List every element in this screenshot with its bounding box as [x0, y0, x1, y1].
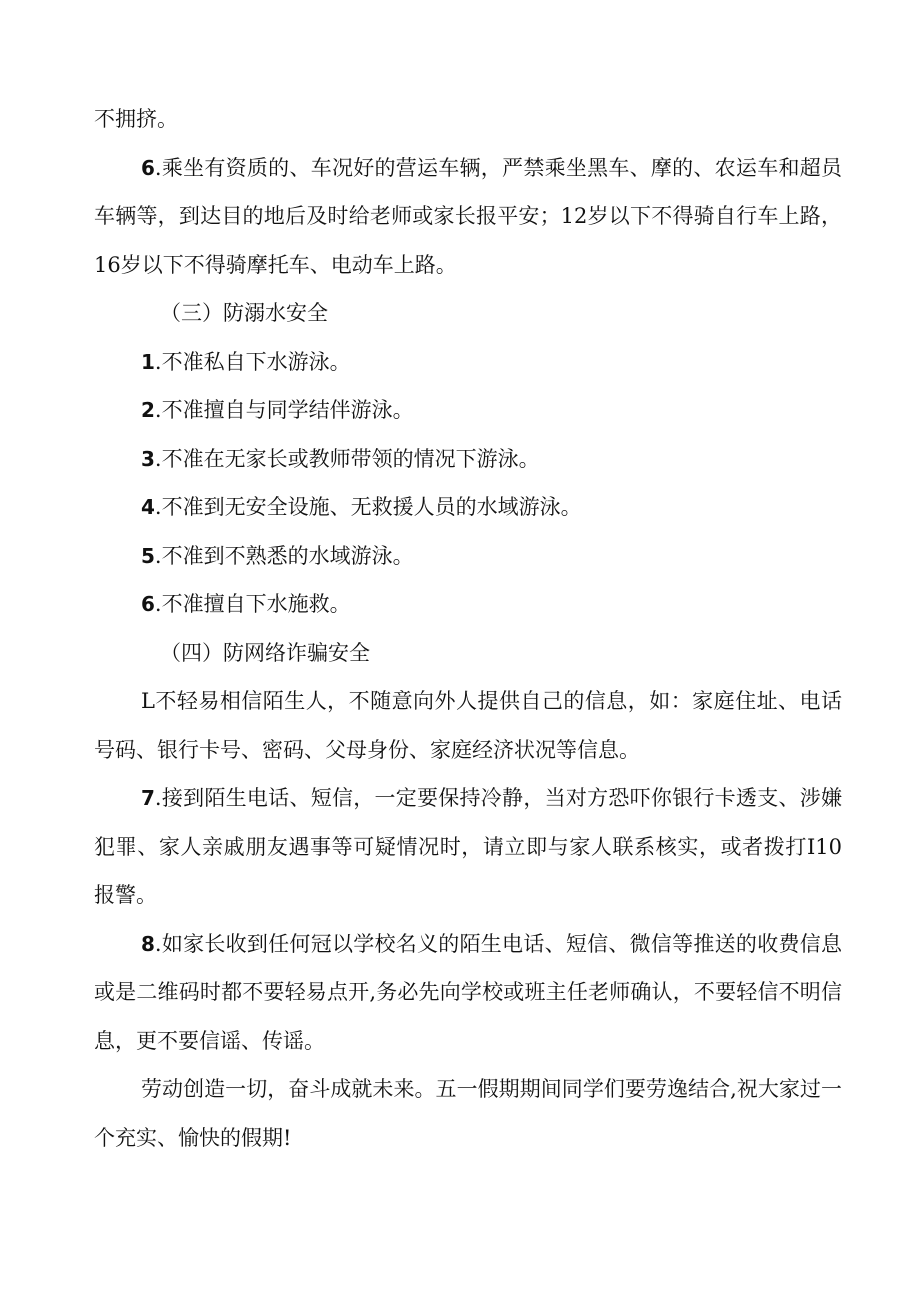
paragraph-traffic-item-6	[94, 144, 842, 290]
item-number: 6	[141, 592, 155, 616]
item-text: .不准擅自下水施救。	[154, 592, 351, 616]
swim-item-6	[94, 580, 842, 629]
item-text: .不准到无安全设施、无救援人员的水域游泳。	[154, 495, 582, 519]
item-number: 5	[141, 543, 155, 568]
item-number: 4	[141, 495, 155, 519]
paragraph-text: 不拥挤。	[94, 107, 178, 131]
item-text: L不轻易相信陌生人，不随意向外人提供自己的信息，如：家庭住址、电话号码、银行卡号、密码、父母身份、家庭经济状况等信息。	[94, 689, 842, 762]
item-number: 6	[141, 155, 155, 180]
item-number: 8	[141, 931, 155, 956]
swim-item-1	[94, 338, 842, 387]
item-number: 7	[141, 786, 155, 810]
closing-text: 劳动创造一切，奋斗成就未来。五一假期期间同学们要劳逸结合,祝大家过一个充实、愉快的假期!	[94, 1077, 842, 1150]
item-number: 1	[141, 349, 155, 374]
swim-item-3	[94, 435, 842, 484]
item-text: .不准擅自与同学结伴游泳。	[154, 398, 414, 422]
section-heading-drowning	[94, 289, 842, 338]
document-body	[94, 95, 842, 1162]
item-text: .接到陌生电话、短信，一定要保持冷静，当对方恐吓你银行卡透支、涉嫌犯罪、家人亲戚朋友遇事等可疑情况时，请立即与家人联系核实，或者拨打I10报警。	[94, 786, 842, 907]
fraud-item-1	[94, 677, 842, 774]
item-text: .乘坐有资质的、车况好的营运车辆，严禁乘坐黑车、摩的、农运车和超员车辆等，到达目的地后及时给老师或家长报平安；12岁以下不得骑自行车上路，16岁以下不得骑摩托车、电动车上路。	[94, 155, 842, 277]
item-number: 3	[141, 446, 155, 471]
item-text: .不准到不熟悉的水域游泳。	[154, 543, 414, 568]
closing-paragraph	[94, 1065, 842, 1162]
heading-text: （三）防溺水安全	[160, 301, 328, 325]
item-text: .不准私自下水游泳。	[154, 349, 351, 374]
item-text: .不准在无家长或教师带领的情况下游泳。	[154, 446, 540, 471]
item-text: .如家长收到任何冠以学校名义的陌生电话、短信、微信等推送的收费信息或是二维码时都不要轻易点开,务必先向学校或班主任老师确认，不要轻信不明信息，更不要信谣、传谣。	[94, 931, 842, 1053]
swim-item-5	[94, 532, 842, 581]
swim-item-2	[94, 386, 842, 435]
heading-text: （四）防网络诈骗安全	[160, 640, 370, 665]
fraud-item-7	[94, 774, 842, 920]
section-heading-fraud	[94, 629, 842, 678]
paragraph-continuation	[94, 95, 842, 144]
swim-item-4	[94, 483, 842, 532]
fraud-item-8	[94, 920, 842, 1066]
item-number: 2	[141, 398, 155, 422]
